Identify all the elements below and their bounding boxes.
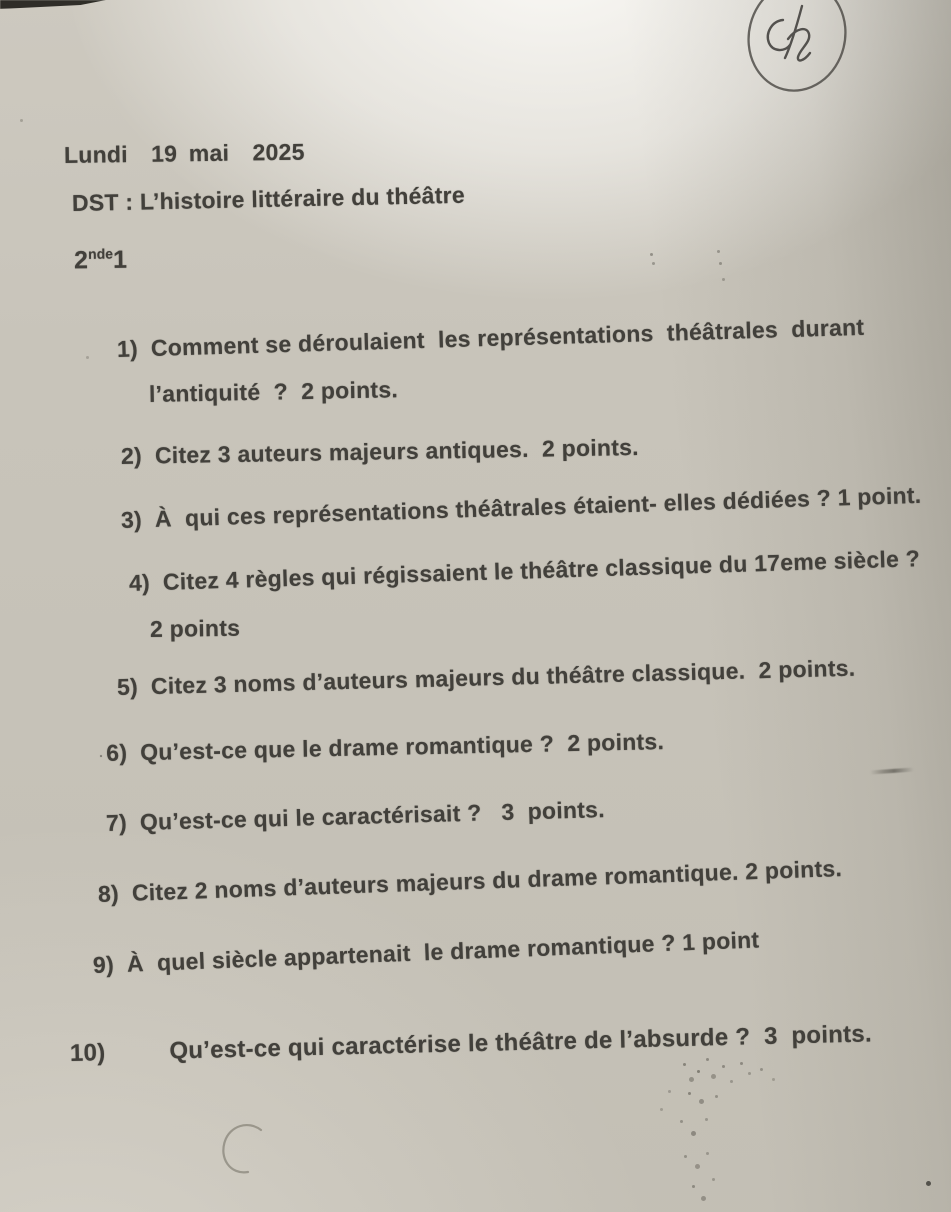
question-4-line-2: 2 points	[149, 614, 241, 642]
question-3-text: À qui ces représentations théâtrales étaient- elles dédiées ? 1 point.	[154, 481, 922, 532]
question-6-number: 6)	[105, 739, 128, 766]
question-1-number: 1)	[116, 335, 139, 362]
question-5-text: Citez 3 noms d’auteurs majeurs du théâtre classique. 2 points.	[150, 654, 856, 700]
question-2-text: Citez 3 auteurs majeurs antiques. 2 points.	[154, 433, 639, 469]
question-3-number: 3)	[120, 506, 143, 533]
question-2-number: 2)	[120, 442, 143, 469]
question-9-number: 9)	[92, 951, 115, 978]
exam-date: Lundi 19 mai 2025	[63, 138, 305, 168]
question-5-number: 5)	[116, 673, 139, 700]
question-7-text: Qu’est-ce qui le caractérisait ? 3 points.	[139, 796, 606, 836]
question-9-text: À quel siècle appartenait le drame romantique ? 1 point	[126, 926, 760, 977]
class-label	[74, 245, 128, 275]
question-6-text: Qu’est-ce que le drame romantique ? 2 points.	[139, 728, 665, 766]
class-base: 2	[73, 246, 89, 275]
question-8-text: Citez 2 noms d’auteurs majeurs du drame romantique. 2 points.	[131, 855, 843, 906]
exam-title: DST : L’histoire littéraire du théâtre	[71, 181, 466, 216]
question-8-number: 8)	[97, 880, 120, 907]
class-suffix: 1	[112, 245, 128, 274]
question-4-number: 4)	[128, 569, 151, 596]
question-10-number: 10)	[69, 1039, 106, 1067]
question-4-text: Citez 4 règles qui régissaient le théâtre classique du 17eme siècle ?	[162, 545, 921, 595]
class-superscript: nde	[88, 245, 114, 262]
question-10-text: Qu’est-ce qui caractérise le théâtre de l’absurde ? 3 points.	[169, 1020, 873, 1065]
question-7-number: 7)	[105, 809, 128, 836]
ink-speckles	[0, 0, 3, 3]
question-6-stray-dot: ·	[97, 744, 105, 765]
question-1-text: Comment se déroulaient les représentations théâtrales durant	[150, 313, 865, 361]
question-1-line-2: l’antiquité ? 2 points.	[148, 376, 399, 407]
